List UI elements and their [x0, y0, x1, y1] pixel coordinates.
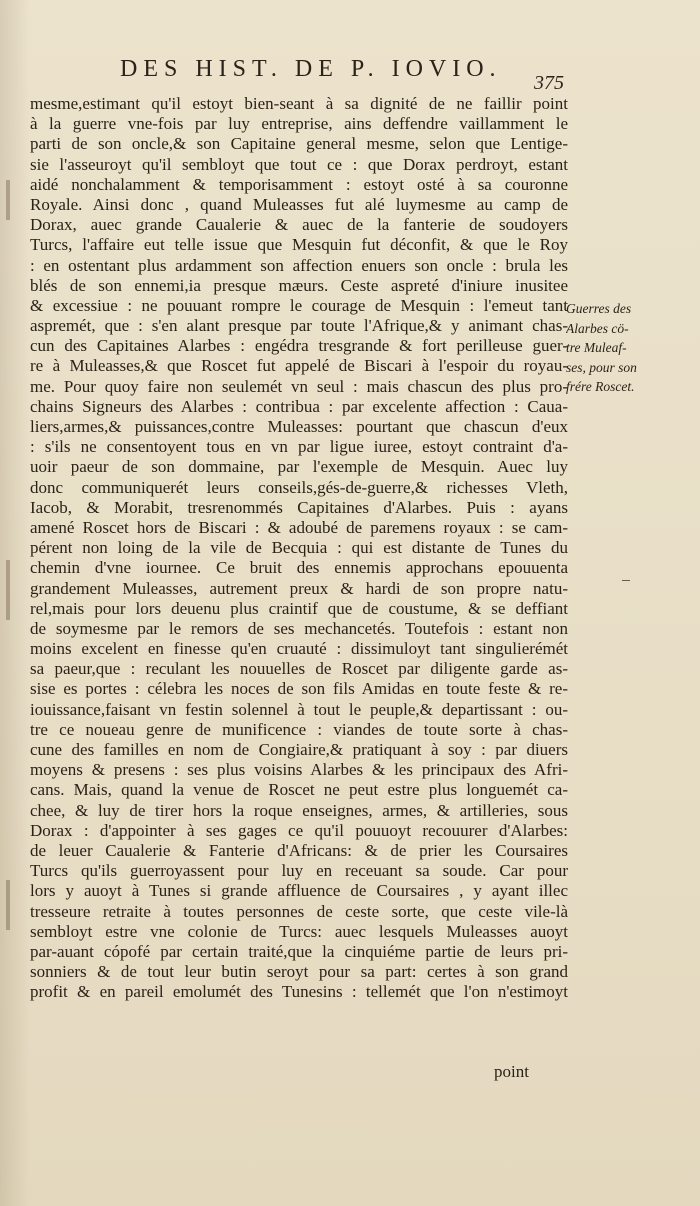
- text-line: sie l'asseuroyt qu'il sembloyt que tout ce : que Dorax perdroyt, estant: [30, 154, 568, 174]
- text-line: mesme,estimant qu'il estoyt bien-seant à sa dignité de ne faillir point: [30, 94, 568, 113]
- text-line: sa paeur,que : reculant les nouuelles de Roscet par diligente garde as-: [30, 659, 568, 679]
- text-line: Dorax, auec grande Caualerie & auec de la fanterie de soudoyers: [30, 215, 568, 235]
- marginal-note: [566, 299, 698, 397]
- text-line: blés de son ennemi,ia presque mæurs. Ceste aspreté d'iniure inusitee: [30, 275, 568, 295]
- printer-mark: [622, 580, 630, 581]
- text-line: de leuer Caualerie & Fanterie d'Africans: & de prier les Coursaires: [30, 840, 568, 860]
- running-head: DES HIST. DE P. IOVIO.: [120, 56, 502, 82]
- text-line: : s'ils ne consentoyent tous en vn par ligue iuree, estoyt contraint d'a-: [30, 437, 568, 457]
- text-line: tresseure retraite à toutes personnes de ceste sorte, que ceste vile-là: [30, 901, 568, 921]
- page-number: 375: [534, 72, 564, 94]
- text-line: chemin d'vne iournee. Ce bruit des ennemis approchans epouuenta: [30, 558, 568, 578]
- text-line: & excessiue : ne pouuant rompre le courage de Mesquin : l'emeut tant: [30, 295, 568, 315]
- text-line: sise es portes : célebra les noces de son fils Amidas en toute feste & re-: [30, 679, 568, 699]
- text-line: donc communiquerét leurs conseils,gés-de-guerre,& richesses Vleth,: [30, 477, 568, 497]
- page-stain: [6, 180, 10, 220]
- marginal-note-line: frére Roscet.: [566, 379, 635, 394]
- text-line: rel,mais pour lors deuenu plus craintif que de coustume, & se deffiant: [30, 598, 568, 618]
- text-line: : en ostentant plus ardamment son affection enuers son oncle : brula les: [30, 255, 568, 275]
- page-stain: [6, 560, 10, 620]
- text-line: moyens & presens : ses plus voisins Alarbes & les principaux des Afri-: [30, 760, 568, 780]
- text-line: uoir paeur de son dommaine, par l'exemple de Mesquin. Auec luy: [30, 457, 568, 477]
- text-line: cans. Mais, quand la venue de Roscet ne peut estre plus longuemét ca-: [30, 780, 568, 800]
- text-line: amené Roscet hors de Biscari : & adoubé de paremens royaux : se cam-: [30, 517, 568, 537]
- text-line: Iacob, & Morabit, tresrenommés Capitaines d'Alarbes. Puis : ayans: [30, 497, 568, 517]
- text-line: Turcs, l'affaire eut telle issue que Mesquin fut déconfit, & que le Roy: [30, 235, 568, 255]
- text-line: Dorax : d'appointer à ses gages ce qu'il pouuoyt recouurer d'Alarbes:: [30, 820, 568, 840]
- marginal-note-line: Guerres des: [566, 301, 632, 316]
- text-line: lors y auoyt à Tunes si grande affluence de Coursaires , y ayant illec: [30, 881, 568, 901]
- text-line: moins excelent en finesse qu'en cruauté : dissimuloyt tant singulierémét: [30, 639, 568, 659]
- text-line: Royale. Ainsi donc , quand Muleasses fut alé luymesme au camp de: [30, 194, 568, 214]
- text-line: cune des familles en nom de Congiaire,& pratiquant à soy : par diuers: [30, 740, 568, 759]
- text-line: grandement Muleasses, autrement preux & hardi de son propre natu-: [30, 578, 568, 598]
- text-line: aidé nonchalamment & temporisamment : estoyt osté à sa couronne: [30, 174, 568, 194]
- marginal-note-line: ses, pour son: [566, 359, 637, 375]
- text-line: me. Pour quoy faire non seulemét vn seul : mais chascun des plus pro-: [30, 376, 568, 396]
- body-text: [30, 94, 568, 1002]
- text-line: sembloyt estre vne colonie de Turcs: auec lesquels Muleasses auoyt: [30, 921, 568, 941]
- text-line: chee, & luy de tirer hors la roque enseignes, armes, & artilleries, sous: [30, 800, 568, 820]
- text-line: liers,armes,& puissances,contre Muleasses: pourtant que chascun d'eux: [30, 417, 568, 436]
- text-line: chains Signeurs des Alarbes : contribua : par excelente affection : Caua-: [30, 396, 568, 416]
- text-line: cun des Capitaines Alarbes : engédra tresgrande & fort perilleuse guer-: [30, 336, 568, 356]
- text-line: de soymesme par le remors de ses mechancetés. Toutefois : estant non: [30, 618, 568, 638]
- text-line: pérent non loing de la vile de Becquia : qui est distante de Tunes du: [30, 538, 568, 558]
- text-line: par-auant cópofé par certain traité,que la cinquiéme partie de leurs pri-: [30, 941, 568, 961]
- page-stain: [6, 880, 10, 930]
- text-line: re à Muleasses,& que Roscet fut appelé de Biscari à l'espoir du royau-: [30, 356, 568, 376]
- text-line: parti de son oncle,& son Capitaine general mesme, selon que Lentige-: [30, 134, 568, 154]
- text-line: Turcs qu'ils guerroyassent pour luy en receuant sa soude. Car pour: [30, 861, 568, 881]
- text-line: iouissance,faisant vn festin solennel à tout le peuple,& departissant : ou-: [30, 699, 568, 719]
- marginal-note-line: Alarbes cö-: [566, 320, 629, 336]
- catchword: point: [494, 1062, 529, 1081]
- text-line: profit & en pareil emolumét des Tunesins : tellemét que l'on n'estimoyt: [30, 982, 568, 1002]
- text-line: à la guerre vne-fois par luy entreprise, ains deffendre vaillamment le: [30, 114, 568, 134]
- text-line: sonniers & de tout leur butin seroyt pour sa part: certes à son grand: [30, 962, 568, 982]
- text-line: tre ce noueau genre de munificence : viandes de toute sorte à chas-: [30, 719, 568, 739]
- marginal-note-line: tre Muleaf-: [566, 340, 627, 355]
- text-line: aspremét, que : s'en alant presque par toute l'Afrique,& y animant chas-: [30, 316, 568, 336]
